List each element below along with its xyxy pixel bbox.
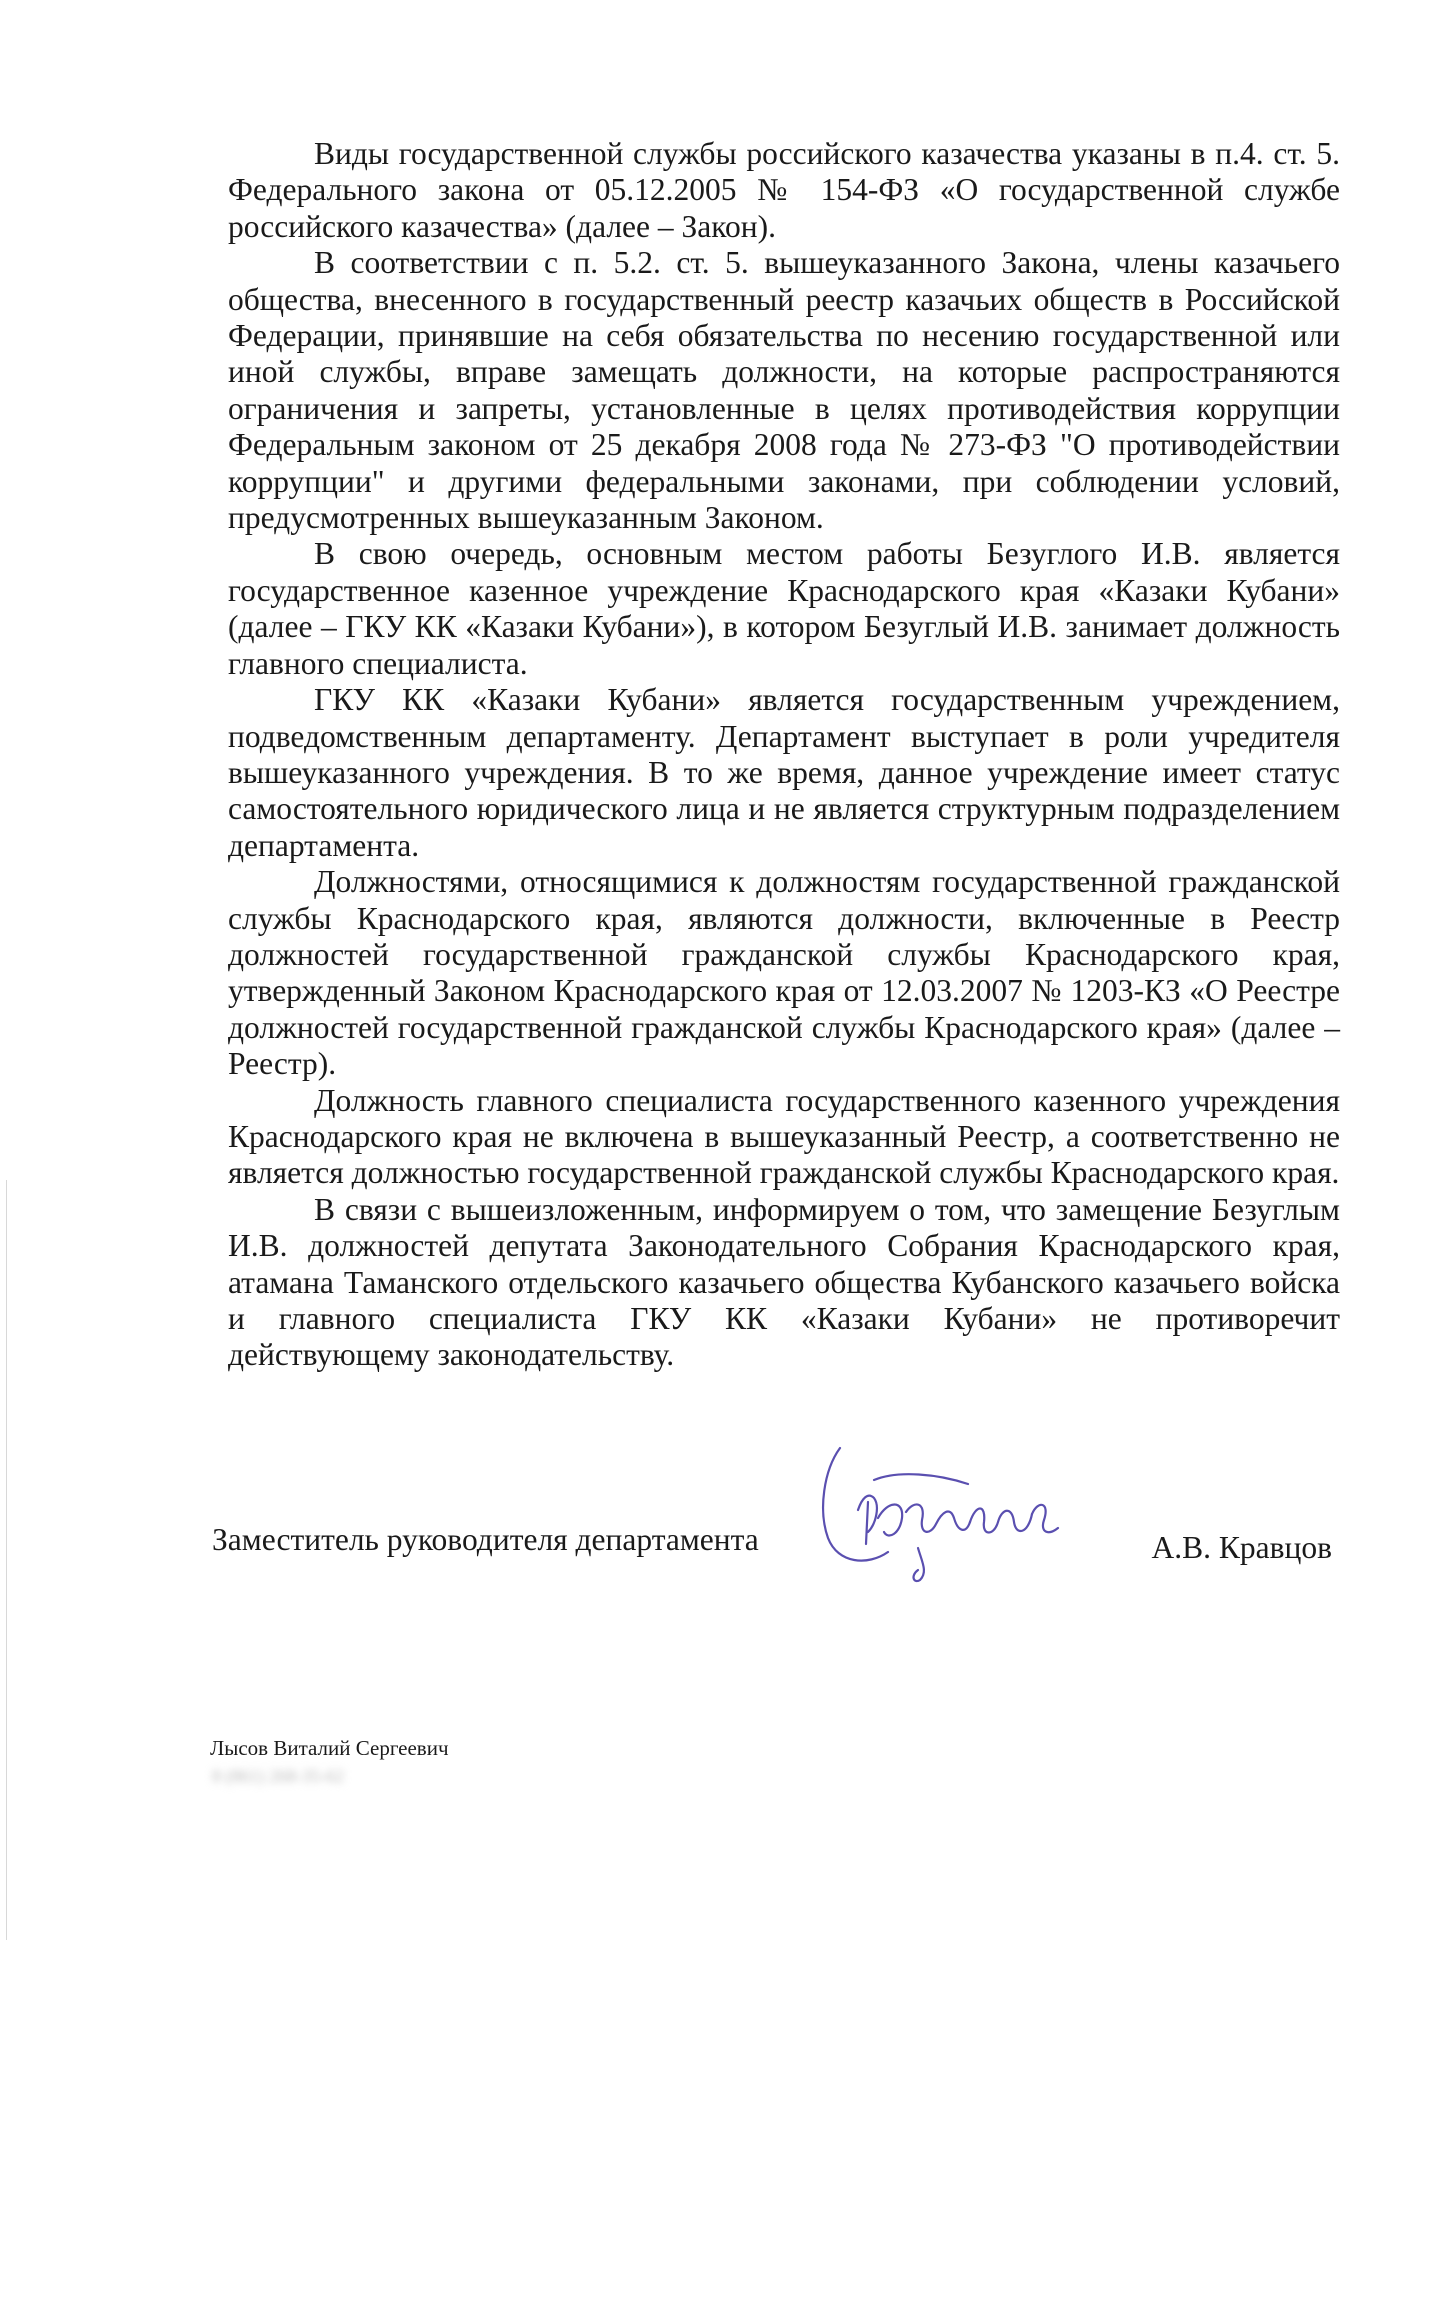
executor-phone-redacted: 8 (861) 268-35-62 (212, 1766, 344, 1786)
paragraph-main-workplace: В свою очередь, основным местом работы Безуглого И.В. является государственное казенное учреждение Краснодарского края «Казаки Кубани» (далее – ГКУ КК «Казаки Кубани»), в котором Безуглый И.В. занимает должность главного специалиста. (228, 536, 1340, 681)
paragraph-cossack-members: В соответствии с п. 5.2. ст. 5. вышеуказанного Закона, члены казачьего общества, внесенного в государственный реестр казачьих обществ в Российской Федерации, принявшие на себя обязательства по несению государственной или иной службы, вправе замещать должности, на которые распространяются ограничения и запреты, установленные в целях противодействия коррупции Федеральным законом от 25 декабря 2008 года № 273-ФЗ "О противодействии коррупции" и другими федеральными законами, при соблюдении условий, предусмотренных вышеуказанным Законом. (228, 245, 1340, 536)
signature-row (212, 1510, 1332, 1570)
paragraph-service-types: Виды государственной службы российского казачества указаны в п.4. ст. 5. Федерального закона от 05.12.2005 № 154-ФЗ «О государственной службе российского казачества» (далее – Закон). (228, 136, 1340, 244)
paragraph-civil-service-register: Должностями, относящимися к должностям государственной гражданской службы Краснодарского края, являются должности, включенные в Реестр должностей государственной гражданской службы Краснодарского края, утвержденный Законом Краснодарского края от 12.03.2007 № 1203-КЗ «О Реестре должностей государственной гражданской службы Краснодарского края» (далее – Реестр). (228, 864, 1340, 1082)
signatory-role: Заместитель руководителя департамента (212, 1522, 759, 1557)
letter-body (228, 136, 1340, 1374)
signatory-name: А.В. Кравцов (1151, 1530, 1332, 1565)
paragraph-position-not-included: Должность главного специалиста государственного казенного учреждения Краснодарского края не включена в вышеуказанный Реестр, а соответственно не является должностью государственной гражданской службы Краснодарского края. (228, 1082, 1340, 1191)
paragraph-conclusion: В связи с вышеизложенным, информируем о том, что замещение Безуглым И.В. должностей депутата Законодательного Собрания Краснодарского края, атамана Таманского отдельского казачьего общества Кубанского казачьего войска и главного специалиста ГКУ КК «Казаки Кубани» не противоречит действующему законодательству. (228, 1191, 1340, 1373)
paragraph-institution-status: ГКУ КК «Казаки Кубани» является государственным учреждением, подведомственным департаменту. Департамент выступает в роли учредителя вышеуказанного учреждения. В то же время, данное учреждение имеет статус самостоятельного юридического лица и не является структурным подразделением департамента. (228, 682, 1340, 863)
executor-name: Лысов Виталий Сергеевич (210, 1736, 449, 1760)
handwritten-signature-icon (818, 1440, 1078, 1590)
scan-edge-line (6, 1180, 7, 1940)
